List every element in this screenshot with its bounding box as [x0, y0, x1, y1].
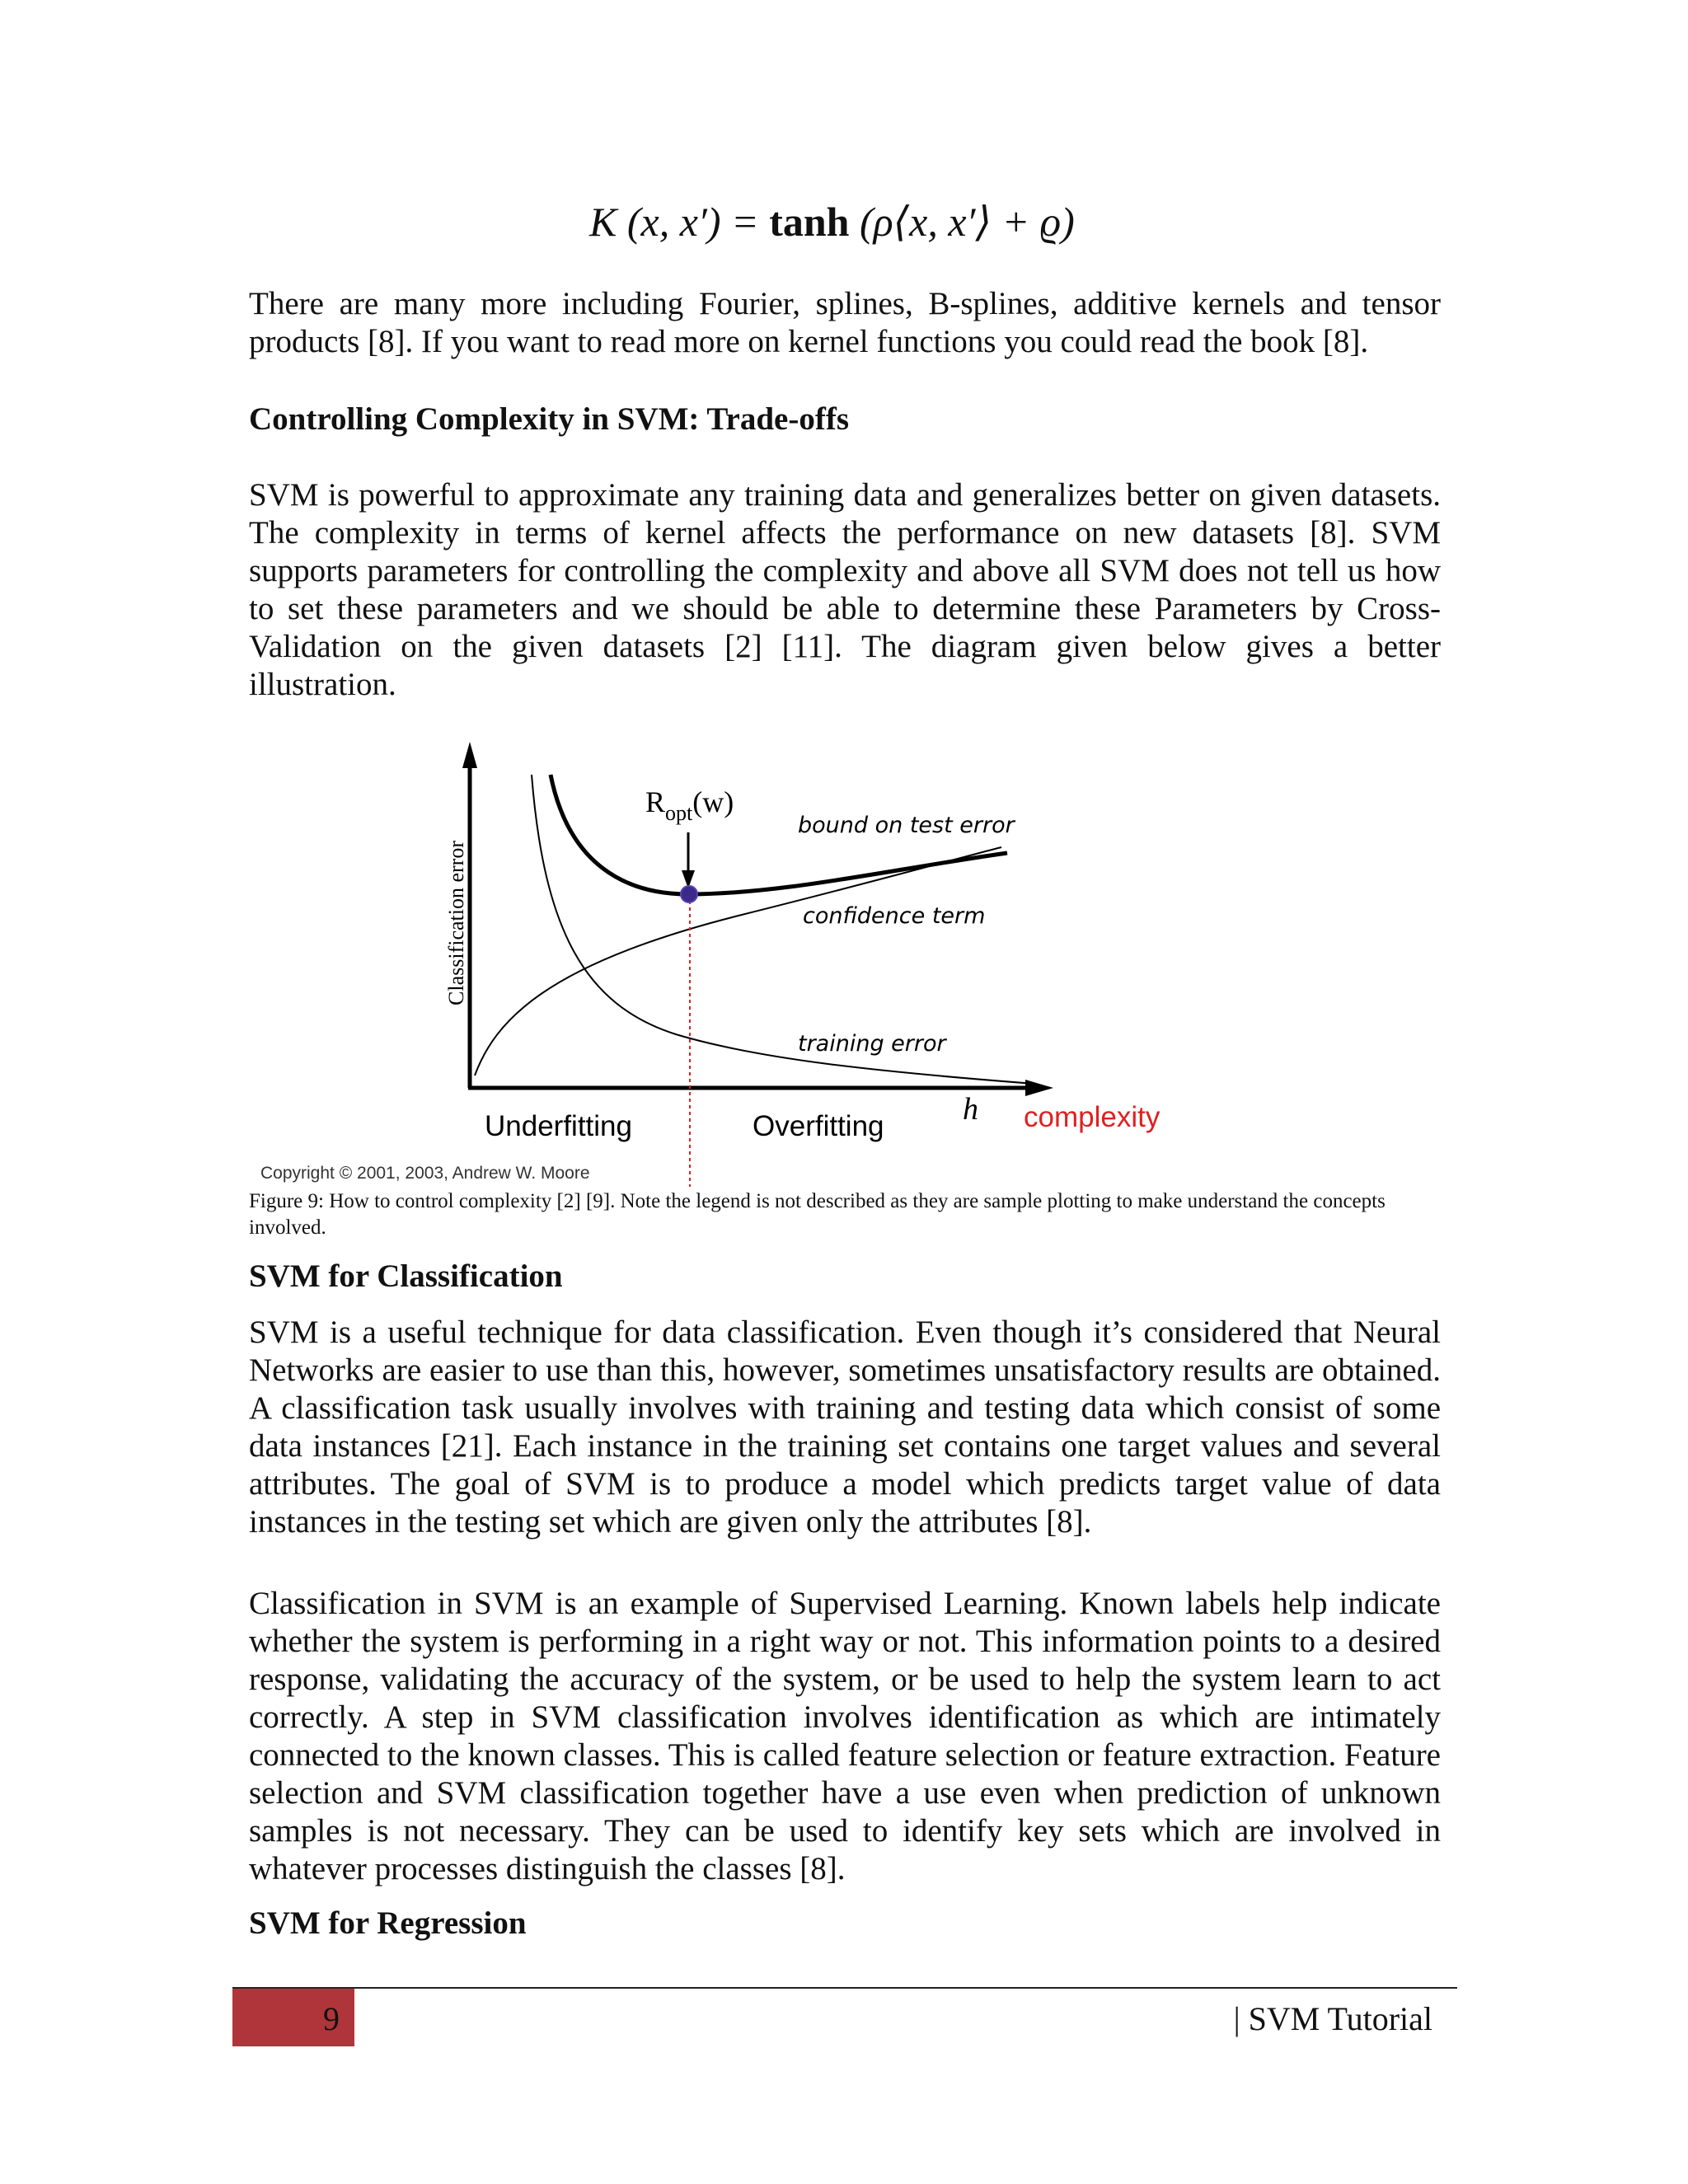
paragraph-classification-1: SVM is a useful technique for data classification. Even though it’s considered that Neural Networks are easier to use than this, however, sometimes unsatisfactory results are obtained. A classification task usually involves with training and testing data which consist of some data instances [21]. Each instance in the training set contains one target values and several attributes. The goal of SVM is to produce a model which predicts target value of data instances in the testing set which are given only the attributes [8].: [249, 1315, 1441, 1540]
copyright-label: Copyright © 2001, 2003, Andrew W. Moore: [260, 1164, 590, 1183]
x-axis-arrow: [1025, 1080, 1053, 1096]
optimum-point: [681, 886, 697, 902]
heading-regression: SVM for Regression: [249, 1905, 527, 1941]
ropt-sub: opt: [665, 801, 693, 825]
confidence-label: confidence term: [803, 903, 986, 929]
heading-controlling-complexity: Controlling Complexity in SVM: Trade-offs: [249, 401, 849, 437]
training-label: training error: [798, 1031, 946, 1057]
formula-fn: tanh: [769, 199, 850, 245]
figure-caption: Figure 9: How to control complexity [2] [9]. Note the legend is not described as they are sample plotting to make understand the concepts involved.: [249, 1190, 1386, 1239]
ropt-arg: (w): [692, 785, 734, 818]
footer-rule: [232, 1987, 1457, 1989]
ropt-main: R: [645, 785, 666, 818]
paragraph-kernels: There are many more including Fourier, splines, B-splines, additive kernels and tensor products [8]. If you want to read more on kernel functions you could read the book [8].: [249, 286, 1441, 359]
paragraph-complexity: SVM is powerful to approximate any training data and generalizes better on given datasets. The complexity in terms of kernel affects the performance on new datasets [8]. SVM supports parameters for controlling the complexity and above all SVM does not tell us how to set these parameters and we should be able to determine these Parameters by Cross-Validation on the given datasets [2] [11]. The diagram given below gives a better illustration.: [249, 477, 1441, 702]
formula-rhs: (ρ⟨x, x′⟩ + ϱ): [859, 199, 1075, 245]
ropt-label: [645, 785, 734, 825]
overfitting-label: Overfitting: [753, 1110, 884, 1142]
heading-classification: SVM for Classification: [249, 1258, 563, 1294]
complexity-figure: [247, 725, 1220, 1187]
kernel-formula: [589, 198, 1075, 255]
complexity-label: complexity: [1024, 1101, 1160, 1133]
y-axis-arrow: [462, 742, 477, 768]
y-axis-label: Classification error: [444, 841, 468, 1005]
bound-label: bound on test error: [798, 813, 1015, 838]
underfitting-label: Underfitting: [485, 1110, 632, 1142]
footer-title: | SVM Tutorial: [1233, 2000, 1432, 2037]
formula-lhs: K (x, x′) =: [589, 199, 759, 245]
h-label: h: [963, 1092, 978, 1127]
paragraph-classification-2: Classification in SVM is an example of Supervised Learning. Known labels help indicate whether the system is performing in a right way or not. This information points to a desired response, validating the accuracy of the system, or be used to help the system learn to act correctly. A step in SVM classification involves identification as which are intimately connected to the known classes. This is called feature selection or feature extraction. Feature selection and SVM classification together have a use even when prediction of unknown samples is not necessary. They can be used to identify key sets which are involved in whatever processes distinguish the classes [8].: [249, 1586, 1441, 1886]
page-number: 9: [323, 2000, 340, 2037]
